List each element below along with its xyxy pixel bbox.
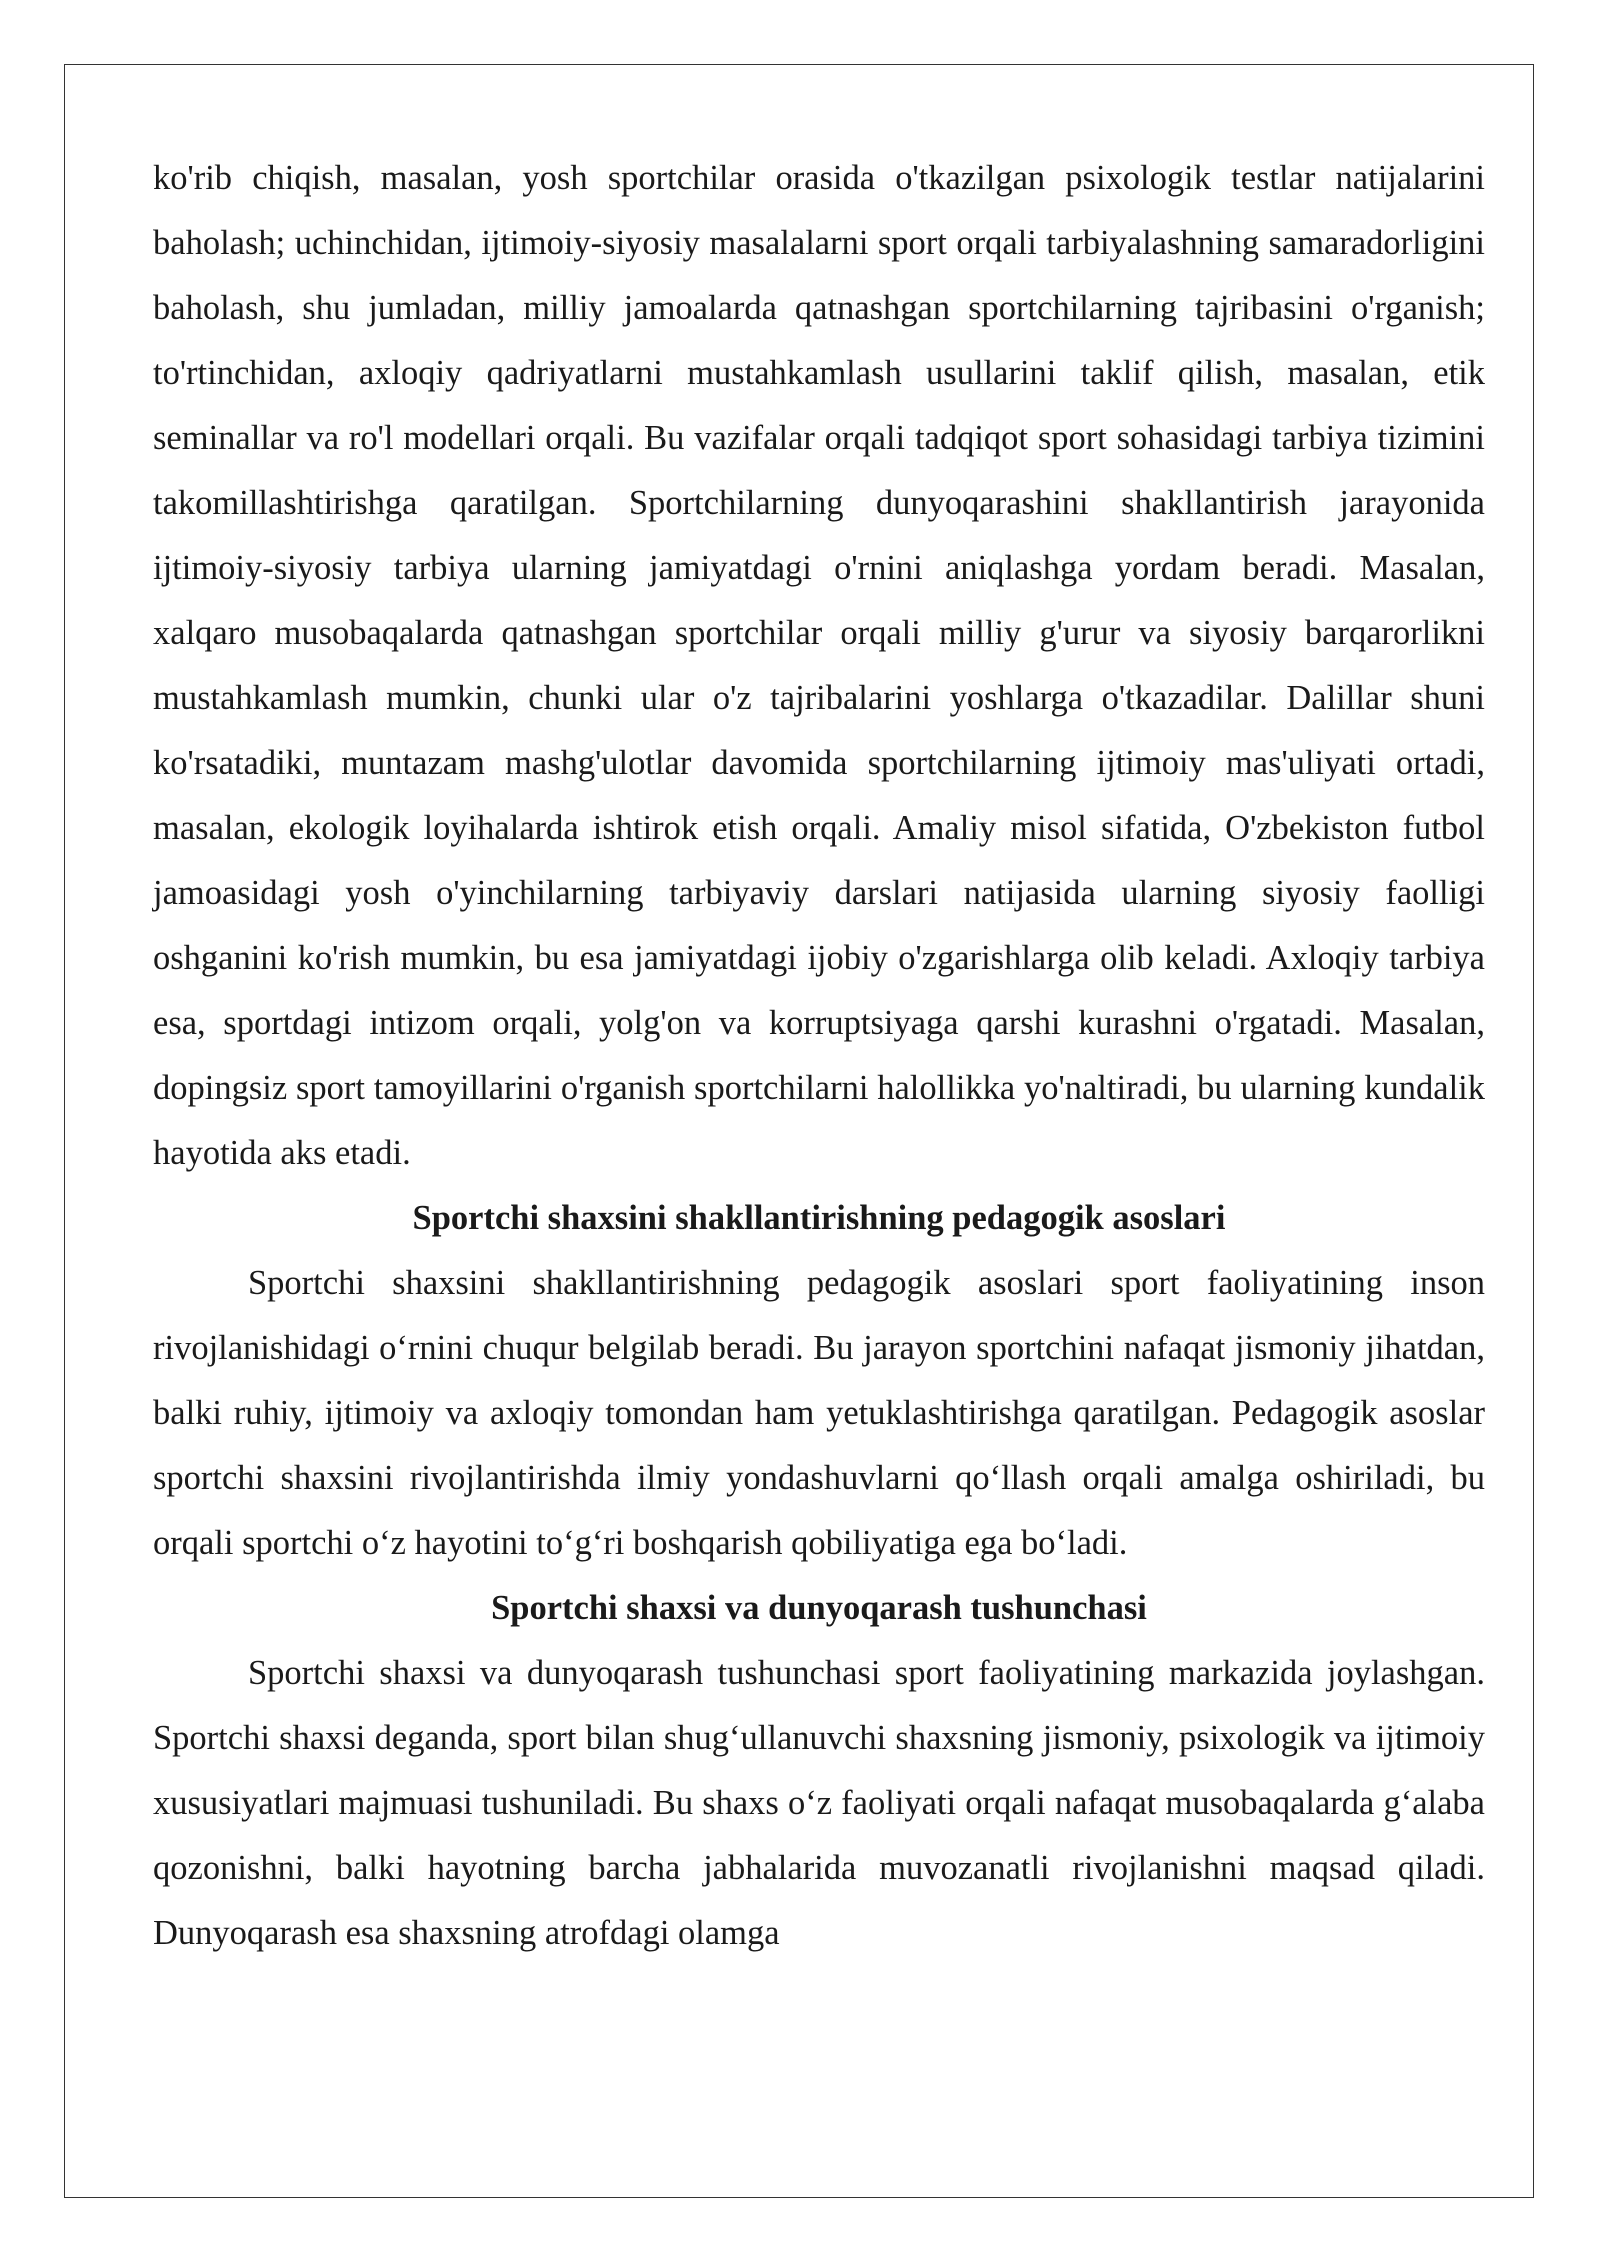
paragraph-personality-worldview: Sportchi shaxsi va dunyoqarash tushunchasi sport faoliyatining markazida joylashgan. Sportchi shaxsi deganda, sport bilan shug‘ullanuvchi shaxsning jismoniy, psixologik va ijtimoiy xususiyatlari majmuasi tushuniladi. Bu shaxs o‘z faoliyati orqali nafaqat musobaqalarda g‘alaba qozonishni, balki hayotning barcha jabhalarida muvozanatli rivojlanishni maqsad qiladi. Dunyoqarash esa shaxsning atrofdagi olamga (153, 1654, 1485, 1952)
document-body (153, 146, 1485, 1966)
paragraph-pedagogical-foundations: Sportchi shaxsini shakllantirishning pedagogik asoslari sport faoliyatining inson rivojlanishidagi o‘rnini chuqur belgilab beradi. Bu jarayon sportchini nafaqat jismoniy jihatdan, balki ruhiy, ijtimoiy va axloqiy tomondan ham yetuklashtirishga qaratilgan. Pedagogik asoslar sportchi shaxsini rivojlantirishda ilmiy yondashuvlarni qo‘llash orqali amalga oshiriladi, bu orqali sportchi o‘z hayotini to‘g‘ri boshqarish qobiliyatiga ega bo‘ladi. (153, 1264, 1485, 1562)
paragraph-continuation: ko'rib chiqish, masalan, yosh sportchilar orasida o'tkazilgan psixologik testlar natijalarini baholash; uchinchidan, ijtimoiy-siyosiy masalalarni sport orqali tarbiyalashning samaradorligini baholash, shu jumladan, milliy jamoalarda qatnashgan sportchilarning tajribasini o'rganish; to'rtinchidan, axloqiy qadriyatlarni mustahkamlash usullarini taklif qilish, masalan, etik seminallar va ro'l modellari orqali. Bu vazifalar orqali tadqiqot sport sohasidagi tarbiya tizimini takomillashtirishga qaratilgan. Sportchilarning dunyoqarashini shakllantirish jarayonida ijtimoiy-siyosiy tarbiya ularning jamiyatdagi o'rnini aniqlashga yordam beradi. Masalan, xalqaro musobaqalarda qatnashgan sportchilar orqali milliy g'urur va siyosiy barqarorlikni mustahkamlash mumkin, chunki ular o'z tajribalarini yoshlarga o'tkazadilar. Dalillar shuni ko'rsatadiki, muntazam mashg'ulotlar davomida sportchilarning ijtimoiy mas'uliyati ortadi, masalan, ekologik loyihalarda ishtirok etish orqali. Amaliy misol sifatida, O'zbekiston futbol jamoasidagi yosh o'yinchilarning tarbiyaviy darslari natijasida ularning siyosiy faolligi oshganini ko'rish mumkin, bu esa jamiyatdagi ijobiy o'zgarishlarga olib keladi. Axloqiy tarbiya esa, sportdagi intizom orqali, yolg'on va korruptsiyaga qarshi kurashni o'rgatadi. Masalan, dopingsiz sport tamoyillarini o'rganish sportchilarni halollikka yo'naltiradi, bu ularning kundalik hayotida aks etadi. (153, 159, 1485, 1172)
section-heading-pedagogical-foundations: Sportchi shaxsini shakllantirishning pedagogik asoslari (412, 1199, 1226, 1237)
section-heading-personality-worldview: Sportchi shaxsi va dunyoqarash tushunchasi (491, 1589, 1147, 1627)
